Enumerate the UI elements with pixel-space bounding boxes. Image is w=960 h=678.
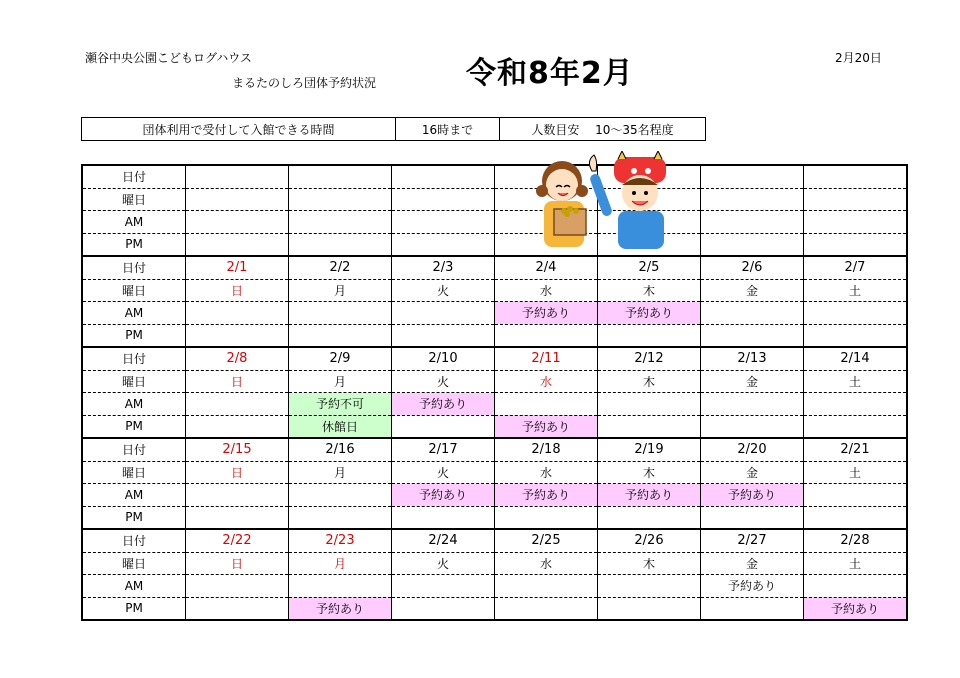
day-weekday: 水 [495, 279, 598, 302]
day-weekday [289, 188, 392, 211]
pm-slot [289, 324, 392, 347]
row-label-pm: PM [82, 415, 186, 438]
day-date: 2/17 [392, 438, 495, 461]
calendar-row-date [82, 438, 907, 461]
row-label-weekday: 曜日 [82, 461, 186, 484]
day-weekday: 月 [289, 552, 392, 575]
row-label-pm: PM [82, 506, 186, 529]
am-slot [289, 302, 392, 325]
day-weekday: 火 [392, 370, 495, 393]
calendar-row-pm [82, 324, 907, 347]
day-date: 2/1 [186, 256, 289, 279]
day-date [289, 165, 392, 188]
pm-slot [598, 506, 701, 529]
update-date: 2月20日 [835, 51, 882, 65]
calendar-row-weekday [82, 552, 907, 575]
day-weekday: 金 [701, 279, 804, 302]
pm-slot [392, 506, 495, 529]
day-weekday: 日 [186, 370, 289, 393]
pm-slot [186, 324, 289, 347]
day-date [392, 165, 495, 188]
am-slot [495, 393, 598, 416]
calendar-row-am [82, 211, 907, 234]
am-slot [598, 393, 701, 416]
day-weekday: 火 [392, 552, 495, 575]
pm-slot [186, 597, 289, 620]
day-weekday: 日 [186, 552, 289, 575]
day-weekday: 木 [598, 552, 701, 575]
pm-slot [804, 415, 908, 438]
day-date: 2/25 [495, 529, 598, 552]
calendar-row-weekday [82, 188, 907, 211]
day-weekday: 日 [186, 279, 289, 302]
day-weekday: 木 [598, 279, 701, 302]
am-slot [804, 302, 908, 325]
calendar-row-am [82, 302, 907, 325]
am-slot [701, 211, 804, 234]
accept-label: 団体利用で受付して入館できる時間 [82, 118, 396, 141]
am-slot: 予約あり [598, 484, 701, 507]
day-date: 2/14 [804, 347, 908, 370]
day-date: 2/19 [598, 438, 701, 461]
day-date: 2/3 [392, 256, 495, 279]
am-slot: 予約あり [392, 393, 495, 416]
capacity: 人数目安 10～35名程度 [500, 118, 706, 141]
facility-name: 瀬谷中央公園こどもログハウス [85, 51, 252, 65]
day-date: 2/21 [804, 438, 908, 461]
row-label-am: AM [82, 302, 186, 325]
day-date: 2/27 [701, 529, 804, 552]
row-label-weekday: 曜日 [82, 370, 186, 393]
pm-slot [289, 506, 392, 529]
day-date: 2/18 [495, 438, 598, 461]
day-weekday [392, 188, 495, 211]
pm-slot [392, 597, 495, 620]
row-label-weekday: 曜日 [82, 552, 186, 575]
pm-slot: 予約あり [289, 597, 392, 620]
am-slot [186, 302, 289, 325]
day-weekday: 火 [392, 279, 495, 302]
am-slot: 予約あり [495, 484, 598, 507]
day-weekday: 土 [804, 552, 908, 575]
pm-slot [598, 324, 701, 347]
day-weekday: 水 [495, 552, 598, 575]
calendar-row-pm [82, 415, 907, 438]
day-date: 2/24 [392, 529, 495, 552]
day-date [701, 165, 804, 188]
day-weekday: 日 [186, 461, 289, 484]
pm-slot [804, 324, 908, 347]
am-slot [289, 211, 392, 234]
pm-slot: 休館日 [289, 415, 392, 438]
am-slot [701, 393, 804, 416]
am-slot [701, 302, 804, 325]
am-slot: 予約あり [598, 302, 701, 325]
day-date: 2/7 [804, 256, 908, 279]
am-slot [392, 211, 495, 234]
day-date: 2/10 [392, 347, 495, 370]
pm-slot [186, 415, 289, 438]
calendar-row-date [82, 256, 907, 279]
day-date: 2/4 [495, 256, 598, 279]
am-slot [186, 484, 289, 507]
calendar-row-am [82, 484, 907, 507]
am-slot: 予約あり [701, 484, 804, 507]
pm-slot [701, 233, 804, 256]
row-label-date: 日付 [82, 347, 186, 370]
calendar-row-weekday [82, 279, 907, 302]
row-label-date: 日付 [82, 529, 186, 552]
pm-slot: 予約あり [804, 597, 908, 620]
day-weekday: 木 [598, 370, 701, 393]
day-date: 2/16 [289, 438, 392, 461]
pm-slot [289, 233, 392, 256]
day-weekday [804, 188, 908, 211]
calendar-row-am [82, 393, 907, 416]
calendar-row-date [82, 165, 907, 188]
row-label-date: 日付 [82, 165, 186, 188]
am-slot [804, 211, 908, 234]
pm-slot [701, 415, 804, 438]
am-slot: 予約あり [495, 302, 598, 325]
day-date: 2/6 [701, 256, 804, 279]
day-weekday [186, 188, 289, 211]
row-label-weekday: 曜日 [82, 279, 186, 302]
day-weekday: 金 [701, 552, 804, 575]
day-weekday: 月 [289, 370, 392, 393]
am-slot [289, 484, 392, 507]
am-slot [186, 393, 289, 416]
row-label-weekday: 曜日 [82, 188, 186, 211]
pm-slot [392, 233, 495, 256]
day-weekday: 月 [289, 279, 392, 302]
calendar-row-pm [82, 597, 907, 620]
day-date: 2/11 [495, 347, 598, 370]
page-title: 令和8年2月 [466, 56, 634, 91]
pm-slot [804, 506, 908, 529]
day-date: 2/2 [289, 256, 392, 279]
day-weekday: 土 [804, 370, 908, 393]
pm-slot [495, 597, 598, 620]
day-date: 2/12 [598, 347, 701, 370]
day-weekday: 水 [495, 461, 598, 484]
pm-slot [186, 506, 289, 529]
day-weekday: 金 [701, 461, 804, 484]
children-mascot-illustration [522, 151, 682, 251]
day-date: 2/9 [289, 347, 392, 370]
row-label-pm: PM [82, 597, 186, 620]
calendar-row-weekday [82, 370, 907, 393]
day-weekday: 月 [289, 461, 392, 484]
day-date: 2/5 [598, 256, 701, 279]
pm-slot [701, 506, 804, 529]
calendar-row-pm [82, 506, 907, 529]
pm-slot [598, 415, 701, 438]
pm-slot [392, 415, 495, 438]
pm-slot [392, 324, 495, 347]
row-label-pm: PM [82, 233, 186, 256]
day-date: 2/23 [289, 529, 392, 552]
day-date: 2/13 [701, 347, 804, 370]
am-slot [804, 575, 908, 598]
pm-slot [598, 597, 701, 620]
info-table [81, 117, 706, 141]
am-slot [598, 575, 701, 598]
boy-figure [589, 151, 666, 249]
am-slot [289, 575, 392, 598]
calendar-row-pm [82, 233, 907, 256]
am-slot: 予約あり [392, 484, 495, 507]
pm-slot [495, 324, 598, 347]
row-label-am: AM [82, 393, 186, 416]
day-date [186, 165, 289, 188]
pm-slot [804, 233, 908, 256]
am-slot [804, 393, 908, 416]
day-weekday: 火 [392, 461, 495, 484]
pm-slot [495, 506, 598, 529]
am-slot [392, 575, 495, 598]
day-date: 2/8 [186, 347, 289, 370]
am-slot: 予約あり [701, 575, 804, 598]
am-slot [392, 302, 495, 325]
day-date [804, 165, 908, 188]
am-slot [495, 575, 598, 598]
page-subtitle: まるたのしろ団体予約状況 [232, 76, 377, 90]
day-weekday: 金 [701, 370, 804, 393]
pm-slot [701, 324, 804, 347]
row-label-am: AM [82, 575, 186, 598]
calendar-row-weekday [82, 461, 907, 484]
pm-slot [701, 597, 804, 620]
day-date: 2/22 [186, 529, 289, 552]
row-label-am: AM [82, 484, 186, 507]
am-slot [804, 484, 908, 507]
reservation-calendar [81, 164, 908, 621]
accept-time: 16時まで [396, 118, 500, 141]
calendar-row-date [82, 529, 907, 552]
day-weekday [701, 188, 804, 211]
am-slot [186, 575, 289, 598]
day-weekday: 土 [804, 461, 908, 484]
day-date: 2/20 [701, 438, 804, 461]
row-label-date: 日付 [82, 438, 186, 461]
calendar-row-am [82, 575, 907, 598]
pm-slot [186, 233, 289, 256]
row-label-pm: PM [82, 324, 186, 347]
row-label-date: 日付 [82, 256, 186, 279]
am-slot [186, 211, 289, 234]
pm-slot: 予約あり [495, 415, 598, 438]
row-label-am: AM [82, 211, 186, 234]
girl-figure [536, 161, 588, 247]
day-date: 2/26 [598, 529, 701, 552]
day-weekday: 木 [598, 461, 701, 484]
day-weekday: 土 [804, 279, 908, 302]
day-weekday: 水 [495, 370, 598, 393]
am-slot: 予約不可 [289, 393, 392, 416]
day-date: 2/28 [804, 529, 908, 552]
calendar-row-date [82, 347, 907, 370]
day-date: 2/15 [186, 438, 289, 461]
